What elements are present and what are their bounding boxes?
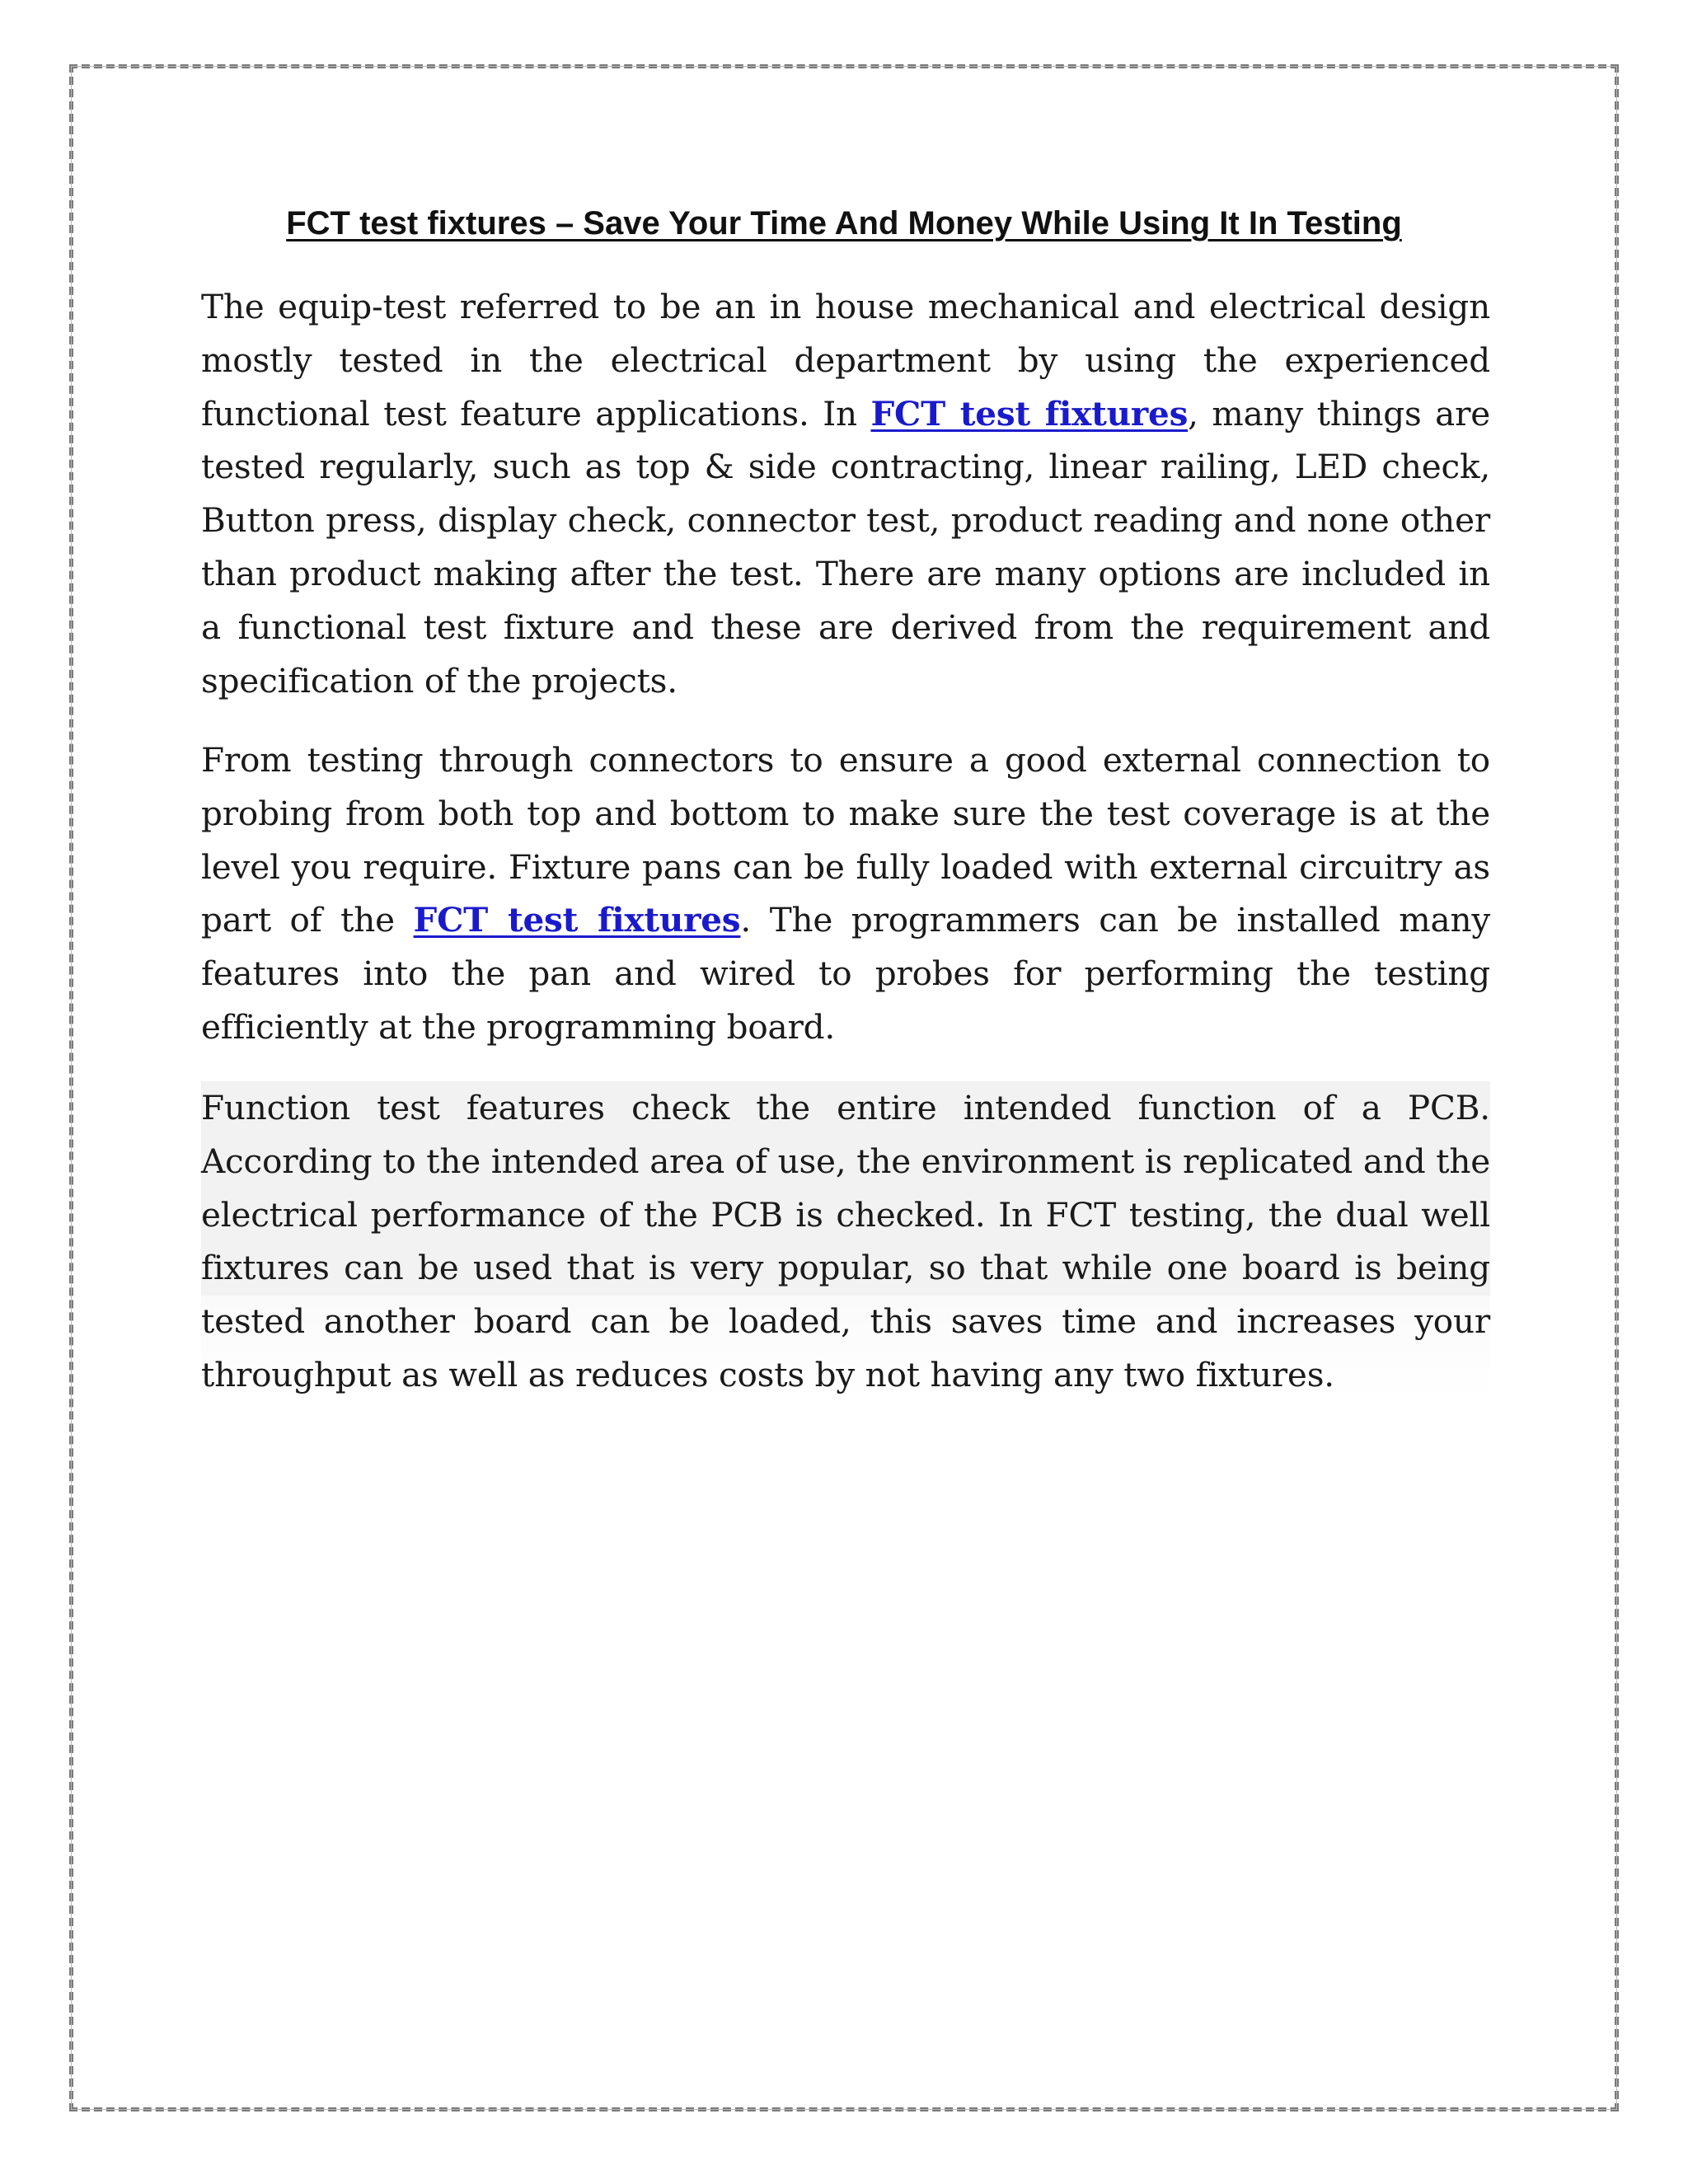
fct-test-fixtures-link-2[interactable]: FCT test fixtures <box>413 900 741 940</box>
paragraph-3 <box>201 1081 1490 1402</box>
document-title-text: FCT test fixtures – Save Your Time And Money While Using It In Testing <box>286 205 1402 241</box>
paragraph-2-text-after-link: . The programmers can be installed many features into the pan and wired to probes for performing the testing efficiently at the programming board. <box>201 900 1491 1047</box>
fct-test-fixtures-link-1[interactable]: FCT test fixtures <box>870 393 1189 434</box>
paragraph-1-text-before-link: The equip-test referred to be an in house mechanical and electrical design mostly tested in the electrical department by using the experienced functional test feature applications. In <box>201 287 1490 434</box>
paragraph-2-text-before-link: From testing through connectors to ensure a good external connection to probing from both top and bottom to make sure the test coverage is at the level you require. Fixture pans can be fully loaded with external circuitry as part of the <box>201 740 1490 940</box>
paragraph-3-text: Function test features check the entire intended function of a PCB. According to the intended area of use, the environment is replicated and the electrical performance of the PCB is checked. In FCT testing, the dual well fixtures can be used that is very popular, so that while one board is being tested another board can be loaded, this saves time and increases your throughput as well as reduces costs by not having any two fixtures. <box>201 1088 1490 1394</box>
document-title <box>0 200 1688 246</box>
paragraph-2 <box>201 733 1490 1054</box>
paragraph-1-text-after-link: , many things are tested regularly, such as top & side contracting, linear railing, LED check, Button press, display check, connector test, product reading and none other than product making after the test. There are many options are included in a functional test fixture and these are derived from the requirement and specification of the projects. <box>201 393 1491 701</box>
paragraph-1 <box>201 280 1490 707</box>
